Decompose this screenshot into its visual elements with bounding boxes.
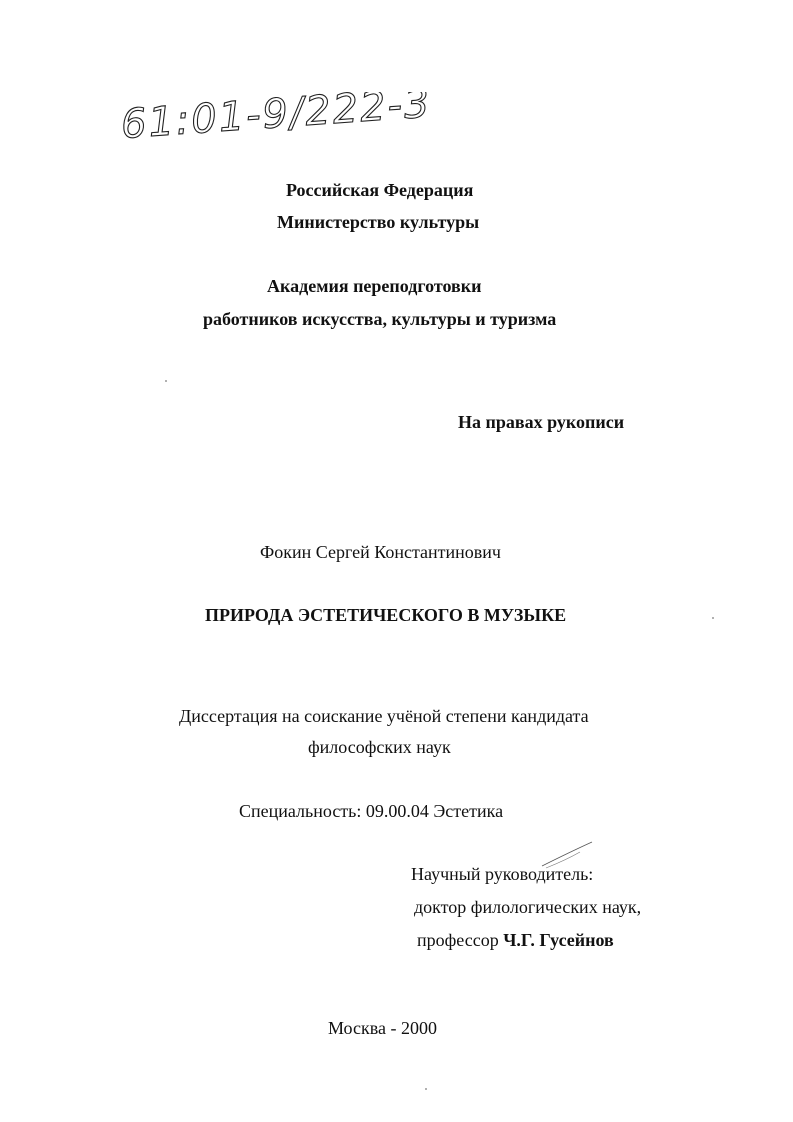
scan-speck: [165, 380, 167, 382]
scan-speck: [712, 617, 714, 619]
scan-speck: [425, 1088, 427, 1090]
dissertation-line-1: Диссертация на соискание учёной степени кандидата: [179, 706, 589, 726]
specialty-line: Специальность: 09.00.04 Эстетика: [239, 801, 504, 821]
supervisor-heading: Научный руководитель:: [411, 864, 594, 884]
manuscript-note: На правах рукописи: [458, 412, 625, 432]
supervisor-degree: доктор филологических наук,: [414, 897, 642, 917]
archive-code-svg: [118, 92, 498, 162]
country-line: Российская Федерация: [286, 180, 474, 200]
author-name: Фокин Сергей Константинович: [260, 542, 501, 562]
supervisor-position: профессор: [417, 930, 499, 950]
supervisor-name-line: [417, 929, 614, 951]
ministry-line: Министерство культуры: [277, 212, 480, 232]
dissertation-line-2: философских наук: [308, 737, 451, 757]
dissertation-title: ПРИРОДА ЭСТЕТИЧЕСКОГО В МУЗЫКЕ: [205, 605, 567, 625]
archive-code-text: 61:01-9/222-3: [119, 92, 433, 148]
academy-line-1: Академия переподготовки: [267, 276, 482, 296]
archive-code-handwritten: [118, 92, 498, 162]
place-year: Москва - 2000: [328, 1018, 437, 1038]
supervisor-name: Ч.Г. Гусейнов: [503, 930, 614, 950]
academy-line-2: работников искусства, культуры и туризма: [203, 309, 557, 329]
